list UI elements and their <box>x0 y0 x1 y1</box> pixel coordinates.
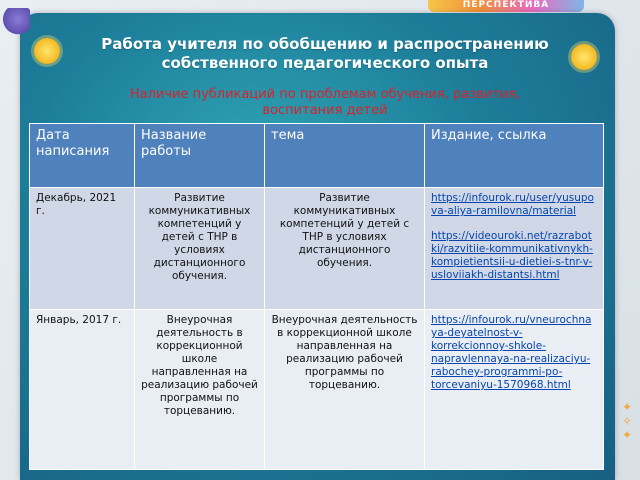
cell-name: Развитие коммуникативных компетенций у детей с ТНР в условиях дистанционного обучения. <box>135 188 265 310</box>
table-header-row <box>30 124 604 188</box>
table-row <box>30 188 604 310</box>
publication-link[interactable]: https://infourok.ru/vneurochnaya-deyatelnost-v-korrekcionnoy-shkole-napravlennaya-na-realizaciyu-rabochey-programmi-po-torcevaniyu-1570968.html <box>431 314 592 391</box>
brand-banner: ПЕРСПЕКТИВА <box>428 0 584 12</box>
cell-name: Внеурочная деятельность в коррекционной школе направленная на реализацию рабочей программы по торцеванию. <box>135 310 265 470</box>
cell-links <box>425 188 604 310</box>
column-header-date: Дата написания <box>30 124 135 188</box>
corner-decoration <box>0 8 30 36</box>
column-header-topic: тема <box>265 124 425 188</box>
cell-topic: Внеурочная деятельность в коррекционной школе направленная на реализацию рабочей программы по торцеванию. <box>265 310 425 470</box>
publication-link[interactable]: https://infourok.ru/user/yusupova-aliya-ramilovna/material <box>431 192 594 217</box>
cell-date: Январь, 2017 г. <box>30 310 135 470</box>
cell-links <box>425 310 604 470</box>
publication-link[interactable]: https://videouroki.net/razrabotki/razvitiie-kommunikativnykh-kompietientsii-u-dietiei-s-tnr-v-usloviiakh-distantsi.html <box>431 230 593 281</box>
publications-table <box>29 123 604 470</box>
slide-subtitle: Наличие публикаций по проблемам обучения, развития, воспитания детей <box>129 87 521 118</box>
cell-topic: Развитие коммуникативных компетенций у детей с ТНР в условиях дистанционного обучения. <box>265 188 425 310</box>
slide-title: Работа учителя по обобщению и распространению собственного педагогического опыта <box>101 35 549 72</box>
cell-date: Декабрь, 2021 г. <box>30 188 135 310</box>
table-row <box>30 310 604 470</box>
sparkle-decoration: ✦ ✧ ✦ <box>622 400 633 442</box>
column-header-link: Издание, ссылка <box>425 124 604 188</box>
column-header-name: Название работы <box>135 124 265 188</box>
